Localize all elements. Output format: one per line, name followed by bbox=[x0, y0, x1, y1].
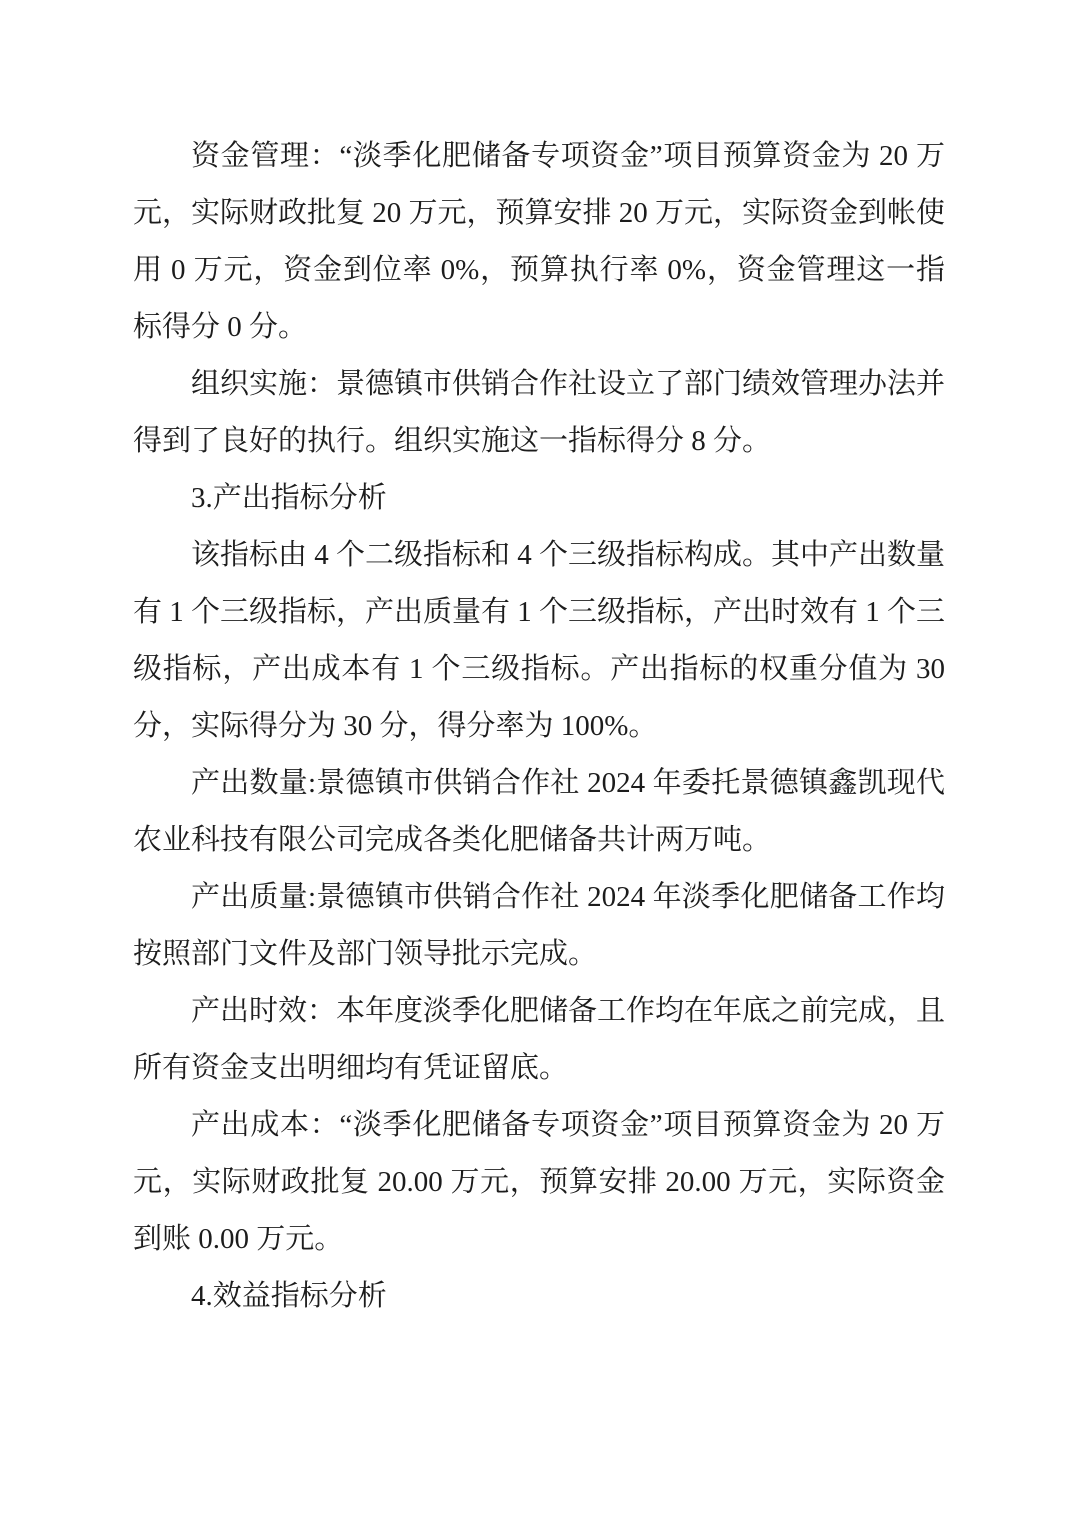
paragraph-indicator-composition: 该指标由 4 个二级指标和 4 个三级指标构成。其中产出数量有 1 个三级指标，产出质量有 1 个三级指标，产出时效有 1 个三级指标，产出成本有 1 个三级指标。产出指标的权重分值为 30 分，实际得分为 30 分，得分率为 100%。 bbox=[133, 539, 946, 742]
paragraph-output-timeliness: 产出时效：本年度淡季化肥储备工作均在年底之前完成，且所有资金支出明细均有凭证留底。 bbox=[133, 995, 946, 1084]
paragraph-fund-management: 资金管理：“淡季化肥储备专项资金”项目预算资金为 20 万元，实际财政批复 20 万元，预算安排 20 万元，实际资金到帐使用 0 万元，资金到位率 0%，预算执行率 0%，资金管理这一指标得分 0 分。 bbox=[133, 140, 946, 343]
heading-output-indicator-analysis: 3.产出指标分析 bbox=[191, 482, 387, 514]
heading-benefit-indicator-analysis: 4.效益指标分析 bbox=[191, 1280, 387, 1312]
paragraph-output-quantity: 产出数量:景德镇市供销合作社 2024 年委托景德镇鑫凯现代农业科技有限公司完成各类化肥储备共计两万吨。 bbox=[133, 767, 945, 856]
paragraph-organization-implementation: 组织实施：景德镇市供销合作社设立了部门绩效管理办法并得到了良好的执行。组织实施这一指标得分 8 分。 bbox=[133, 368, 946, 457]
paragraph-output-cost: 产出成本：“淡季化肥储备专项资金”项目预算资金为 20 万元，实际财政批复 20.00 万元，预算安排 20.00 万元，实际资金到账 0.00 万元。 bbox=[133, 1109, 945, 1255]
paragraph-output-quality: 产出质量:景德镇市供销合作社 2024 年淡季化肥储备工作均按照部门文件及部门领导批示完成。 bbox=[133, 881, 945, 970]
